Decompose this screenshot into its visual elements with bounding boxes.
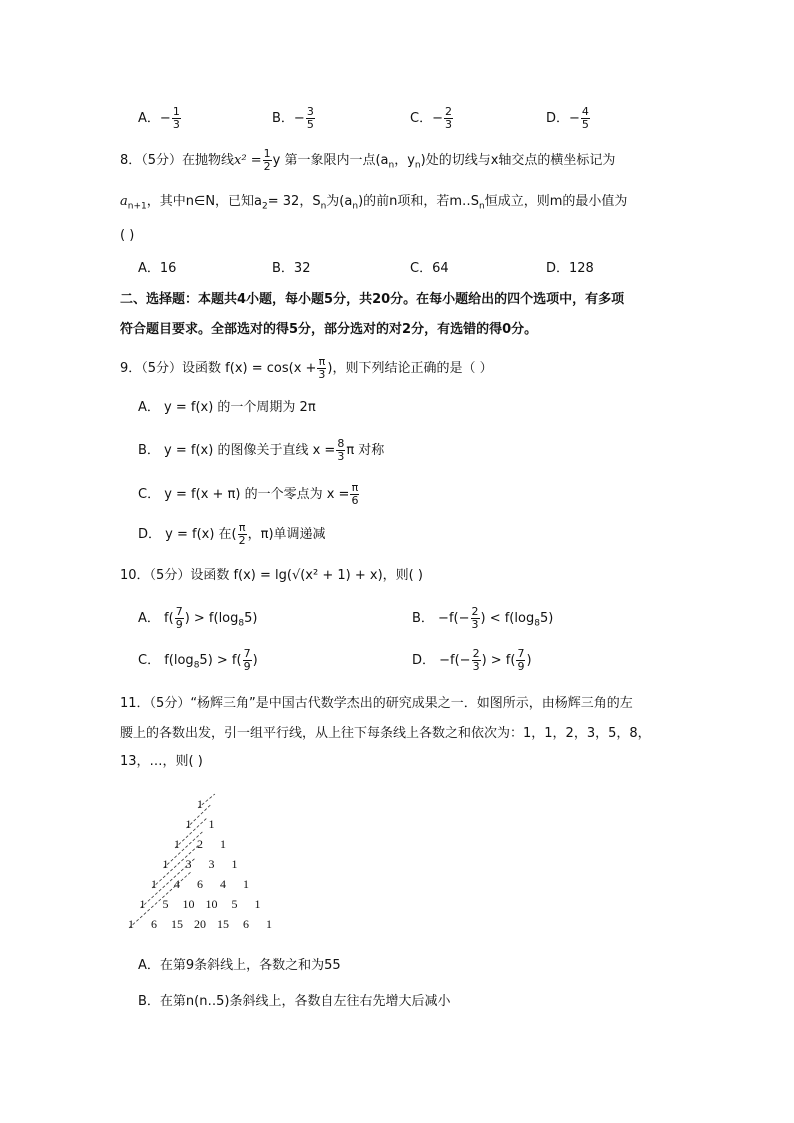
triangle-number: 1	[220, 837, 226, 851]
triangle-number: 20	[194, 917, 206, 931]
triangle-number: 1	[174, 837, 180, 851]
q11-option-b: B．在第n(n‥5)条斜线上，各数自左往右先增大后减小	[138, 994, 451, 1009]
option-letter: A．	[138, 111, 160, 126]
q11-stem-line3: 13，…，则( )	[120, 754, 203, 769]
triangle-number: 1	[162, 857, 169, 871]
triangle-number: 10	[182, 897, 195, 911]
q9-option-a: A． y = f(x) 的一个周期为 2π	[138, 400, 316, 415]
fraction: $\frac{\pi}{2}$	[238, 521, 246, 547]
q9-option-c: C． y = f(x + π) 的一个零点为 x = $\frac{\pi}{6}$	[138, 481, 359, 507]
triangle-number: 1	[208, 817, 215, 831]
fraction: $\frac{2}{3}$	[471, 605, 479, 631]
q8-stem-line3: ( )	[120, 228, 135, 243]
q7-option-d	[546, 106, 591, 131]
triangle-number: 6	[151, 917, 157, 931]
option-letter: C．	[410, 111, 433, 126]
triangle-number: 2	[197, 837, 203, 851]
triangle-number: 6	[197, 877, 203, 891]
fraction: $\frac{2}{3}$	[472, 647, 480, 673]
fraction: $\frac{\pi}{6}$	[351, 481, 359, 507]
fraction: $\frac{1}{3}$	[172, 105, 180, 131]
q9-option-b: B． y = f(x) 的图像关于直线 x = $\frac{8}{3}$ π 对称	[138, 437, 385, 463]
q8-option-a: A．16	[138, 261, 177, 276]
fraction: $\frac{7}{9}$	[175, 605, 183, 631]
sign: −	[293, 111, 305, 126]
triangle-number: 3	[185, 857, 192, 871]
sign: −	[569, 111, 580, 126]
triangle-number: 1	[151, 877, 157, 891]
sign: −	[432, 111, 443, 126]
fraction: $\frac{2}{3}$	[444, 105, 452, 131]
fraction: $\frac{\pi}{3}$	[318, 355, 326, 381]
q8-stem-line1: 8．（5分）在抛物线x² = $\frac{1}{2}$ y 第一象限内一点($a_n$，$y_n$)处的切线与x轴交点的横坐标记为	[120, 147, 616, 173]
triangle-number: 1	[231, 857, 238, 871]
q7-option-a	[138, 106, 182, 131]
option-letter: B．	[272, 111, 294, 126]
triangle-number: 1	[243, 877, 249, 891]
section2-heading-line1: 二、选择题：本题共4小题，每小题5分，共20分。在每小题给出的四个选项中，有多项	[120, 292, 625, 307]
triangle-number: 1	[128, 917, 134, 931]
fraction: $\frac{3}{5}$	[306, 105, 314, 131]
q11-option-a: A．在第9条斜线上，各数之和为55	[138, 958, 341, 973]
fraction: $\frac{7}{9}$	[243, 647, 251, 673]
q11-stem-line1: 11．（5分）“杨辉三角”是中国古代数学杰出的研究成果之一．如图所示，由杨辉三角的左	[120, 696, 633, 711]
option-letter: D．	[546, 111, 570, 126]
triangle-number: 15	[217, 917, 229, 931]
fraction: $\frac{4}{5}$	[581, 105, 589, 131]
triangle-number: 3	[208, 857, 215, 871]
yang-hui-triangle-figure	[118, 792, 288, 942]
q9-stem: 9．（5分）设函数 f(x) = cos(x + $\frac{\pi}{3}$ )，则下列结论正确的是（ ）	[120, 355, 493, 381]
triangle-number: 5	[231, 897, 238, 911]
triangle-number: 4	[174, 877, 180, 891]
q8-option-c: C．64	[410, 261, 449, 276]
triangle-number: 5	[162, 897, 169, 911]
q7-option-b	[272, 106, 316, 131]
q7-option-c	[410, 106, 454, 131]
q10-option-a: A． f( $\frac{7}{9}$ ) > $f(\log_85)$	[138, 605, 258, 631]
section2-heading-line2: 符合题目要求。全部选对的得5分，部分选对的对2分，有选错的得0分。	[120, 322, 538, 337]
triangle-number: 4	[220, 877, 226, 891]
fraction: $\frac{1}{2}$	[263, 147, 271, 173]
triangle-number: 15	[171, 917, 183, 931]
triangle-number: 10	[205, 897, 218, 911]
triangle-number: 1	[197, 797, 203, 811]
q10-option-d: D． −f(− $\frac{2}{3}$ ) > f( $\frac{7}{9}$ )	[412, 647, 532, 673]
q9-option-d: D． y = f(x) 在( $\frac{\pi}{2}$ ，π)单调递减	[138, 521, 326, 547]
q8-option-b: B．32	[272, 261, 311, 276]
triangle-number: 1	[139, 897, 146, 911]
q10-stem: 10．（5分）设函数 f(x) = lg(√(x² + 1) + x)，则( )	[120, 568, 423, 583]
triangle-number: 6	[243, 917, 249, 931]
fraction: $\frac{7}{9}$	[517, 647, 525, 673]
q8-option-d: D．128	[546, 261, 594, 276]
triangle-number: 1	[185, 817, 192, 831]
triangle-number: 1	[254, 897, 261, 911]
q8-stem-line2: $a_{n+1}$，其中n∈N，已知$a_2= 32$，$S_n$为$(a_n)$的前n项和，若$m‥S_n$恒成立，则m的最小值为	[120, 194, 628, 212]
sign: −	[159, 111, 171, 126]
triangle-number: 1	[266, 917, 272, 931]
q10-option-c: C． $f(\log_85) > f$( $\frac{7}{9}$ )	[138, 647, 258, 673]
q10-option-b: B． −f(− $\frac{2}{3}$ ) < $f(\log_85)$	[412, 605, 554, 631]
q11-stem-line2: 腰上的各数出发，引一组平行线，从上往下每条线上各数之和依次为：1，1，2，3，5，8，	[120, 726, 651, 741]
fraction: $\frac{8}{3}$	[337, 437, 345, 463]
